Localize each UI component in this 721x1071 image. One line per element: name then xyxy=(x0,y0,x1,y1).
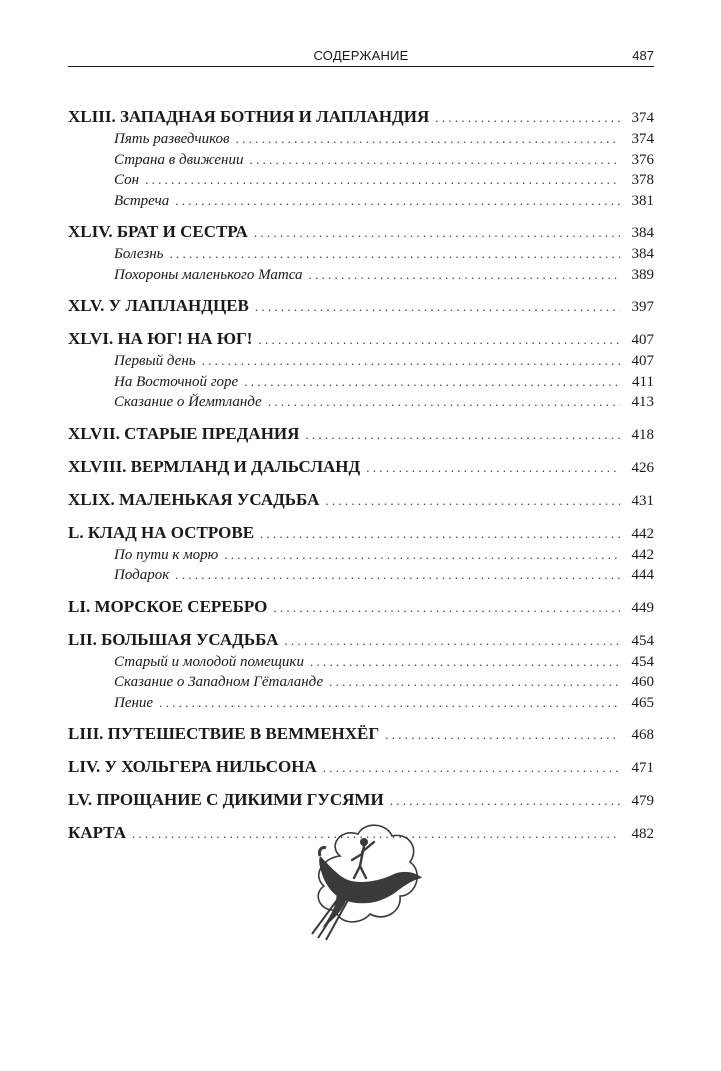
toc-entry-page: 374 xyxy=(631,110,654,126)
dot-leader xyxy=(260,523,620,545)
toc-entry-page: 397 xyxy=(631,299,654,315)
toc-entry-title: Похороны маленького Матса xyxy=(114,266,303,283)
toc-entry-title: Подарок xyxy=(114,567,170,583)
toc-chapter[interactable] xyxy=(68,456,654,479)
dot-leader xyxy=(329,672,620,692)
toc-entry-title: XLIX. МАЛЕНЬКАЯ УСАДЬБА xyxy=(68,489,320,509)
toc-entry-title: КАРТА xyxy=(68,823,126,842)
toc-section[interactable] xyxy=(68,170,654,191)
toc-chapter[interactable] xyxy=(68,522,654,545)
toc-chapter[interactable] xyxy=(68,596,654,619)
dot-leader xyxy=(305,424,620,446)
dot-leader xyxy=(249,150,620,170)
toc-chapter[interactable] xyxy=(68,756,654,779)
toc-entry-title: Страна в движении xyxy=(114,151,244,168)
toc-section[interactable] xyxy=(68,372,654,393)
dot-leader xyxy=(273,597,620,619)
toc-section[interactable] xyxy=(68,150,654,171)
toc-section[interactable] xyxy=(68,392,654,413)
toc-entry-title: Пение xyxy=(114,694,154,711)
toc-section[interactable] xyxy=(68,693,654,714)
toc-entry-page: 454 xyxy=(631,632,654,649)
toc-entry-page: 482 xyxy=(631,826,654,842)
toc-entry-page: 381 xyxy=(631,192,654,209)
dot-leader xyxy=(284,630,620,652)
toc-entry-title: XLVI. НА ЮГ! НА ЮГ! xyxy=(68,329,253,348)
toc-entry-title: На Восточной горе xyxy=(114,373,239,390)
toc-entry-page: 374 xyxy=(631,131,654,147)
toc-entry-title: XLVIII. ВЕРМЛАНД И ДАЛЬСЛАНД xyxy=(68,456,361,476)
toc-section[interactable] xyxy=(68,565,654,586)
dot-leader xyxy=(254,222,620,244)
toc-entry-page: 465 xyxy=(631,694,654,711)
toc-chapter[interactable] xyxy=(68,489,654,512)
dot-leader xyxy=(366,457,620,479)
toc-entry-page: 449 xyxy=(631,599,654,616)
toc-entry-page: 389 xyxy=(631,266,654,283)
toc-entry-page: 442 xyxy=(631,525,654,542)
toc-entry-page: 444 xyxy=(631,567,654,583)
toc-entry-title: L. КЛАД НА ОСТРОВЕ xyxy=(68,522,255,542)
toc-entry-title: Сказание о Западном Гёталанде xyxy=(114,674,324,690)
dot-leader xyxy=(390,790,620,812)
dot-leader xyxy=(145,170,620,190)
toc-entry-title: LIV. У ХОЛЬГЕРА НИЛЬСОНА xyxy=(68,757,317,776)
dot-leader xyxy=(175,565,620,585)
page-header xyxy=(68,44,654,67)
dot-leader xyxy=(310,652,620,672)
toc-chapter[interactable] xyxy=(68,789,654,812)
toc-chapter[interactable] xyxy=(68,328,654,351)
toc-entry-page: 479 xyxy=(631,793,654,809)
toc-entry-page: 384 xyxy=(631,225,654,241)
dot-leader xyxy=(169,244,620,264)
toc-entry-title: Сон xyxy=(114,172,140,188)
toc-entry-title: Пять разведчиков xyxy=(114,131,230,147)
dot-leader xyxy=(255,296,620,318)
toc-entry-title: LIII. ПУТЕШЕСТВИЕ В ВЕММЕНХЁГ xyxy=(68,724,380,743)
toc-entry-title: Сказание о Йемтланде xyxy=(114,394,262,410)
boy-on-goose-icon xyxy=(300,816,430,946)
toc-entry-page: 431 xyxy=(631,492,654,509)
dot-leader xyxy=(435,107,620,129)
toc-section[interactable] xyxy=(68,129,654,150)
dot-leader xyxy=(175,191,620,211)
toc-entry-page: 407 xyxy=(631,353,654,369)
toc-entry-page: 407 xyxy=(631,332,654,348)
toc-entry-title: Первый день xyxy=(114,353,196,369)
toc-section[interactable] xyxy=(68,351,654,372)
toc-entry-title: По пути к морю xyxy=(114,546,219,563)
toc-entry-title: Старый и молодой помещики xyxy=(114,653,304,670)
toc-entry-title: LV. ПРОЩАНИЕ С ДИКИМИ ГУСЯМИ xyxy=(68,790,384,809)
toc-entry-page: 384 xyxy=(631,246,654,262)
toc-section[interactable] xyxy=(68,244,654,265)
toc-chapter[interactable] xyxy=(68,423,654,446)
toc-chapter[interactable] xyxy=(68,629,654,652)
toc-entry-title: XLV. У ЛАПЛАНДЦЕВ xyxy=(68,296,249,315)
toc-chapter[interactable] xyxy=(68,221,654,244)
toc-entry-page: 418 xyxy=(631,426,654,443)
dot-leader xyxy=(244,372,620,392)
toc-entry-page: 378 xyxy=(631,172,654,188)
toc-section[interactable] xyxy=(68,672,654,693)
toc-entry-page: 442 xyxy=(631,546,654,563)
toc-chapter[interactable] xyxy=(68,723,654,746)
toc-section[interactable] xyxy=(68,545,654,566)
dot-leader xyxy=(159,693,620,713)
toc-section[interactable] xyxy=(68,265,654,286)
toc-entry-title: XLVII. СТАРЫЕ ПРЕДАНИЯ xyxy=(68,423,300,443)
toc-entry-page: 376 xyxy=(631,151,654,168)
toc-entry-title: Встреча xyxy=(114,192,170,209)
dot-leader xyxy=(224,545,620,565)
toc-section[interactable] xyxy=(68,191,654,212)
dot-leader xyxy=(323,757,620,779)
toc-entry-title: XLIV. БРАТ И СЕСТРА xyxy=(68,222,248,241)
dot-leader xyxy=(268,392,620,412)
toc-chapter[interactable] xyxy=(68,106,654,129)
toc-entry-page: 471 xyxy=(631,760,654,776)
toc-entry-title: LI. МОРСКОЕ СЕРЕБРО xyxy=(68,596,268,616)
dot-leader xyxy=(258,329,620,351)
toc-entry-page: 426 xyxy=(631,459,654,476)
dot-leader xyxy=(309,265,620,285)
dot-leader xyxy=(325,490,620,512)
header-page-number: 487 xyxy=(632,48,654,63)
toc-entry-title: XLIII. ЗАПАДНАЯ БОТНИЯ И ЛАПЛАНДИЯ xyxy=(68,107,430,126)
toc-entry-page: 468 xyxy=(631,727,654,743)
toc-entry-title: Болезнь xyxy=(114,246,164,262)
toc-chapter[interactable] xyxy=(68,295,654,318)
dot-leader xyxy=(202,351,620,371)
table-of-contents xyxy=(68,106,654,845)
dot-leader xyxy=(385,724,620,746)
header-title: СОДЕРЖАНИЕ xyxy=(313,48,409,63)
toc-entry-page: 413 xyxy=(631,394,654,410)
toc-entry-title: LII. БОЛЬШАЯ УСАДЬБА xyxy=(68,629,279,649)
toc-entry-page: 460 xyxy=(631,674,654,690)
toc-entry-page: 411 xyxy=(632,373,654,390)
toc-entry-page: 454 xyxy=(631,653,654,670)
dot-leader xyxy=(236,129,620,149)
toc-section[interactable] xyxy=(68,652,654,673)
